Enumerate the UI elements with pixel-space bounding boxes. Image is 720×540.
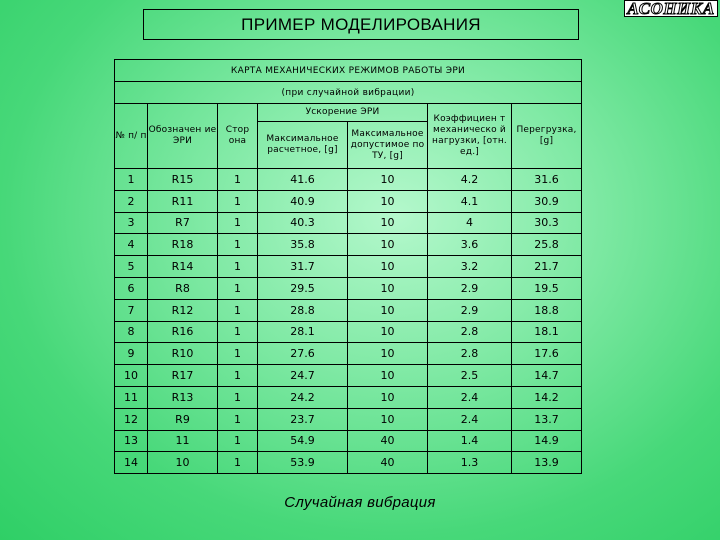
- cell-designation: R16: [148, 321, 218, 343]
- table-row: [115, 386, 582, 408]
- cell-overload: 30.9: [512, 190, 582, 212]
- cell-coef: 2.8: [428, 321, 512, 343]
- cell-side: 1: [218, 452, 258, 474]
- cell-max-calc: 28.8: [258, 299, 348, 321]
- table-row: [115, 234, 582, 256]
- cell-designation: R11: [148, 190, 218, 212]
- cell-designation: R8: [148, 277, 218, 299]
- cell-num: 9: [115, 343, 148, 365]
- cell-designation: R17: [148, 365, 218, 387]
- cell-max-calc: 40.9: [258, 190, 348, 212]
- cell-overload: 17.6: [512, 343, 582, 365]
- table-caption: КАРТА МЕХАНИЧЕСКИХ РЕЖИМОВ РАБОТЫ ЭРИ: [115, 60, 582, 82]
- cell-side: 1: [218, 365, 258, 387]
- cell-max-calc: 40.3: [258, 212, 348, 234]
- cell-designation: 11: [148, 430, 218, 452]
- table-row: [115, 256, 582, 278]
- cell-max-allowed: 40: [348, 452, 428, 474]
- header-side: Стор она: [218, 104, 258, 169]
- cell-max-allowed: 10: [348, 169, 428, 191]
- cell-overload: 30.3: [512, 212, 582, 234]
- table-row: [115, 277, 582, 299]
- cell-coef: 2.8: [428, 343, 512, 365]
- cell-num: 13: [115, 430, 148, 452]
- cell-num: 12: [115, 408, 148, 430]
- table-subcaption: (при случайной вибрации): [115, 82, 582, 104]
- cell-num: 14: [115, 452, 148, 474]
- cell-num: 8: [115, 321, 148, 343]
- cell-side: 1: [218, 212, 258, 234]
- cell-overload: 14.9: [512, 430, 582, 452]
- cell-designation: R15: [148, 169, 218, 191]
- table-row: [115, 321, 582, 343]
- cell-max-calc: 31.7: [258, 256, 348, 278]
- cell-num: 6: [115, 277, 148, 299]
- header-coef: Коэффициен т механическо й нагрузки, [отн. ед.]: [428, 104, 512, 169]
- cell-num: 5: [115, 256, 148, 278]
- cell-num: 1: [115, 169, 148, 191]
- cell-max-allowed: 10: [348, 234, 428, 256]
- mechanical-modes-table: [114, 59, 582, 474]
- cell-max-allowed: 10: [348, 299, 428, 321]
- cell-coef: 4.2: [428, 169, 512, 191]
- cell-max-calc: 53.9: [258, 452, 348, 474]
- cell-overload: 13.9: [512, 452, 582, 474]
- table-row: [115, 452, 582, 474]
- cell-max-allowed: 10: [348, 386, 428, 408]
- cell-overload: 14.7: [512, 365, 582, 387]
- header-max-calc: Максимальное расчетное, [g]: [258, 122, 348, 169]
- header-max-allowed: Максимальное допустимое по ТУ, [g]: [348, 122, 428, 169]
- cell-coef: 2.4: [428, 386, 512, 408]
- slide-title: ПРИМЕР МОДЕЛИРОВАНИЯ: [143, 9, 579, 40]
- cell-coef: 1.3: [428, 452, 512, 474]
- cell-max-calc: 24.2: [258, 386, 348, 408]
- header-acceleration: Ускорение ЭРИ: [258, 104, 428, 122]
- cell-coef: 3.6: [428, 234, 512, 256]
- cell-coef: 2.5: [428, 365, 512, 387]
- cell-overload: 25.8: [512, 234, 582, 256]
- asonika-logo: АСОНИКА: [624, 0, 718, 17]
- cell-num: 4: [115, 234, 148, 256]
- cell-num: 7: [115, 299, 148, 321]
- cell-max-calc: 28.1: [258, 321, 348, 343]
- cell-max-calc: 23.7: [258, 408, 348, 430]
- table-row: [115, 190, 582, 212]
- cell-overload: 21.7: [512, 256, 582, 278]
- cell-side: 1: [218, 343, 258, 365]
- cell-side: 1: [218, 430, 258, 452]
- cell-coef: 4.1: [428, 190, 512, 212]
- cell-max-allowed: 10: [348, 212, 428, 234]
- cell-num: 2: [115, 190, 148, 212]
- cell-side: 1: [218, 169, 258, 191]
- slide-footer: Случайная вибрация: [284, 494, 436, 511]
- cell-designation: R7: [148, 212, 218, 234]
- cell-num: 11: [115, 386, 148, 408]
- cell-max-calc: 24.7: [258, 365, 348, 387]
- cell-max-allowed: 10: [348, 256, 428, 278]
- cell-side: 1: [218, 299, 258, 321]
- table-row: [115, 212, 582, 234]
- cell-side: 1: [218, 386, 258, 408]
- cell-designation: R14: [148, 256, 218, 278]
- cell-max-calc: 29.5: [258, 277, 348, 299]
- cell-side: 1: [218, 408, 258, 430]
- cell-side: 1: [218, 321, 258, 343]
- header-overload: Перегрузка, [g]: [512, 104, 582, 169]
- cell-side: 1: [218, 256, 258, 278]
- cell-coef: 2.9: [428, 299, 512, 321]
- cell-max-calc: 41.6: [258, 169, 348, 191]
- cell-designation: R9: [148, 408, 218, 430]
- cell-max-calc: 27.6: [258, 343, 348, 365]
- header-designation: Обозначен ие ЭРИ: [148, 104, 218, 169]
- cell-overload: 18.8: [512, 299, 582, 321]
- cell-designation: 10: [148, 452, 218, 474]
- cell-num: 3: [115, 212, 148, 234]
- cell-max-allowed: 10: [348, 321, 428, 343]
- table-row: [115, 299, 582, 321]
- cell-coef: 4: [428, 212, 512, 234]
- cell-designation: R13: [148, 386, 218, 408]
- cell-max-allowed: 10: [348, 408, 428, 430]
- cell-max-allowed: 10: [348, 365, 428, 387]
- header-num: № п/ п: [115, 104, 148, 169]
- cell-max-allowed: 40: [348, 430, 428, 452]
- cell-overload: 31.6: [512, 169, 582, 191]
- cell-max-allowed: 10: [348, 343, 428, 365]
- cell-max-calc: 35.8: [258, 234, 348, 256]
- cell-max-allowed: 10: [348, 190, 428, 212]
- cell-overload: 13.7: [512, 408, 582, 430]
- table-row: [115, 169, 582, 191]
- table-row: [115, 365, 582, 387]
- cell-max-calc: 54.9: [258, 430, 348, 452]
- cell-coef: 3.2: [428, 256, 512, 278]
- cell-coef: 1.4: [428, 430, 512, 452]
- table-row: [115, 430, 582, 452]
- cell-designation: R18: [148, 234, 218, 256]
- cell-coef: 2.9: [428, 277, 512, 299]
- cell-max-allowed: 10: [348, 277, 428, 299]
- cell-overload: 14.2: [512, 386, 582, 408]
- cell-designation: R10: [148, 343, 218, 365]
- table-row: [115, 343, 582, 365]
- cell-side: 1: [218, 277, 258, 299]
- cell-coef: 2.4: [428, 408, 512, 430]
- cell-side: 1: [218, 190, 258, 212]
- cell-side: 1: [218, 234, 258, 256]
- cell-num: 10: [115, 365, 148, 387]
- cell-designation: R12: [148, 299, 218, 321]
- table-row: [115, 408, 582, 430]
- cell-overload: 19.5: [512, 277, 582, 299]
- cell-overload: 18.1: [512, 321, 582, 343]
